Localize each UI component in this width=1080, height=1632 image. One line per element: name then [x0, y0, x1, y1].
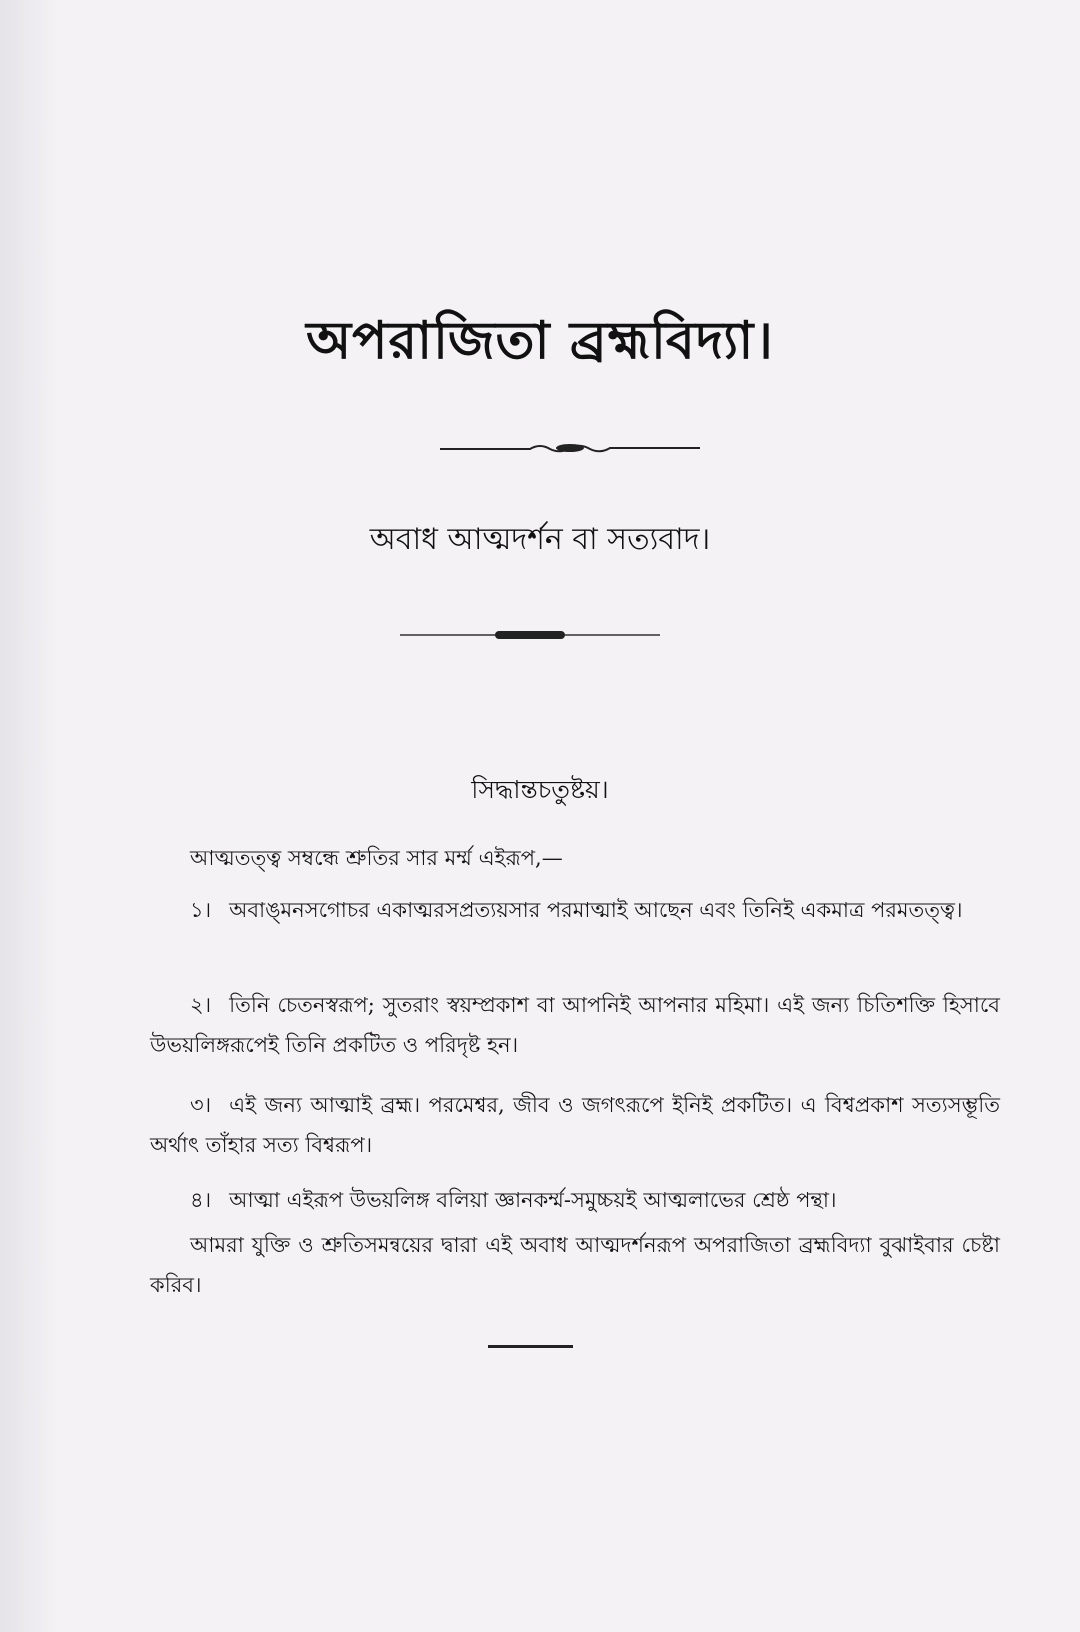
point-text: অবাঙ্‌মনসগোচর একাত্মরসপ্রত্যয়সার পরমাত্মাই আছেন এবং তিনিই একমাত্র পরমতত্ত্ব। — [229, 898, 963, 922]
subheading: সিদ্ধান্তচতুষ্টয়। — [471, 775, 609, 804]
point-number: ৪। — [190, 1188, 212, 1212]
intro-paragraph: আত্মতত্ত্ব সম্বন্ধে শ্রুতির সার মর্ম্ম এইরূপ,— — [190, 846, 563, 870]
closing-paragraph — [150, 1225, 1000, 1305]
point-4 — [150, 1180, 1000, 1220]
point-text: তিনি চেতনস্বরূপ; সুতরাং স্বয়ম্প্রকাশ বা আপনিই আপনার মহিমা। এই জন্য চিতিশক্তি হিসাবে উভয়লিঙ্গরূপেই তিনি প্রকটিত ও পরিদৃষ্ট হন। — [150, 993, 1000, 1057]
point-text: আত্মা এইরূপ উভয়লিঙ্গ বলিয়া জ্ঞানকর্ম্ম-সমুচ্চয়ই আত্মলাভের শ্রেষ্ঠ পন্থা। — [229, 1188, 837, 1212]
page-title: অপরাজিতা ব্রহ্মবিদ্যা। — [306, 310, 774, 371]
point-number: ১। — [190, 898, 212, 922]
point-2 — [150, 985, 1000, 1065]
point-number: ৩। — [190, 1093, 212, 1117]
point-1 — [150, 890, 1000, 930]
ornamental-divider-small — [400, 628, 660, 642]
section-title: অবাধ আত্মদর্শন বা সত্যবাদ। — [369, 522, 711, 557]
closing-text: আমরা যুক্তি ও শ্রুতিসমন্বয়ের দ্বারা এই অবাধ আত্মদর্শনরূপ অপরাজিতা ব্রহ্মবিদ্যা বুঝাইবার চেষ্টা করিব। — [150, 1233, 1000, 1297]
point-number: ২। — [190, 993, 212, 1017]
point-text: এই জন্য আত্মাই ব্রহ্ম। পরমেশ্বর, জীব ও জগৎরূপে ইনিই প্রকটিত। এ বিশ্বপ্রকাশ সত্যসম্ভূতি অর্থাৎ তাঁহার সত্য বিশ্বরূপ। — [150, 1093, 1000, 1157]
ornamental-divider — [440, 440, 700, 456]
page-shadow-edge — [0, 0, 60, 1632]
point-3 — [150, 1085, 1000, 1165]
end-rule — [488, 1345, 573, 1348]
